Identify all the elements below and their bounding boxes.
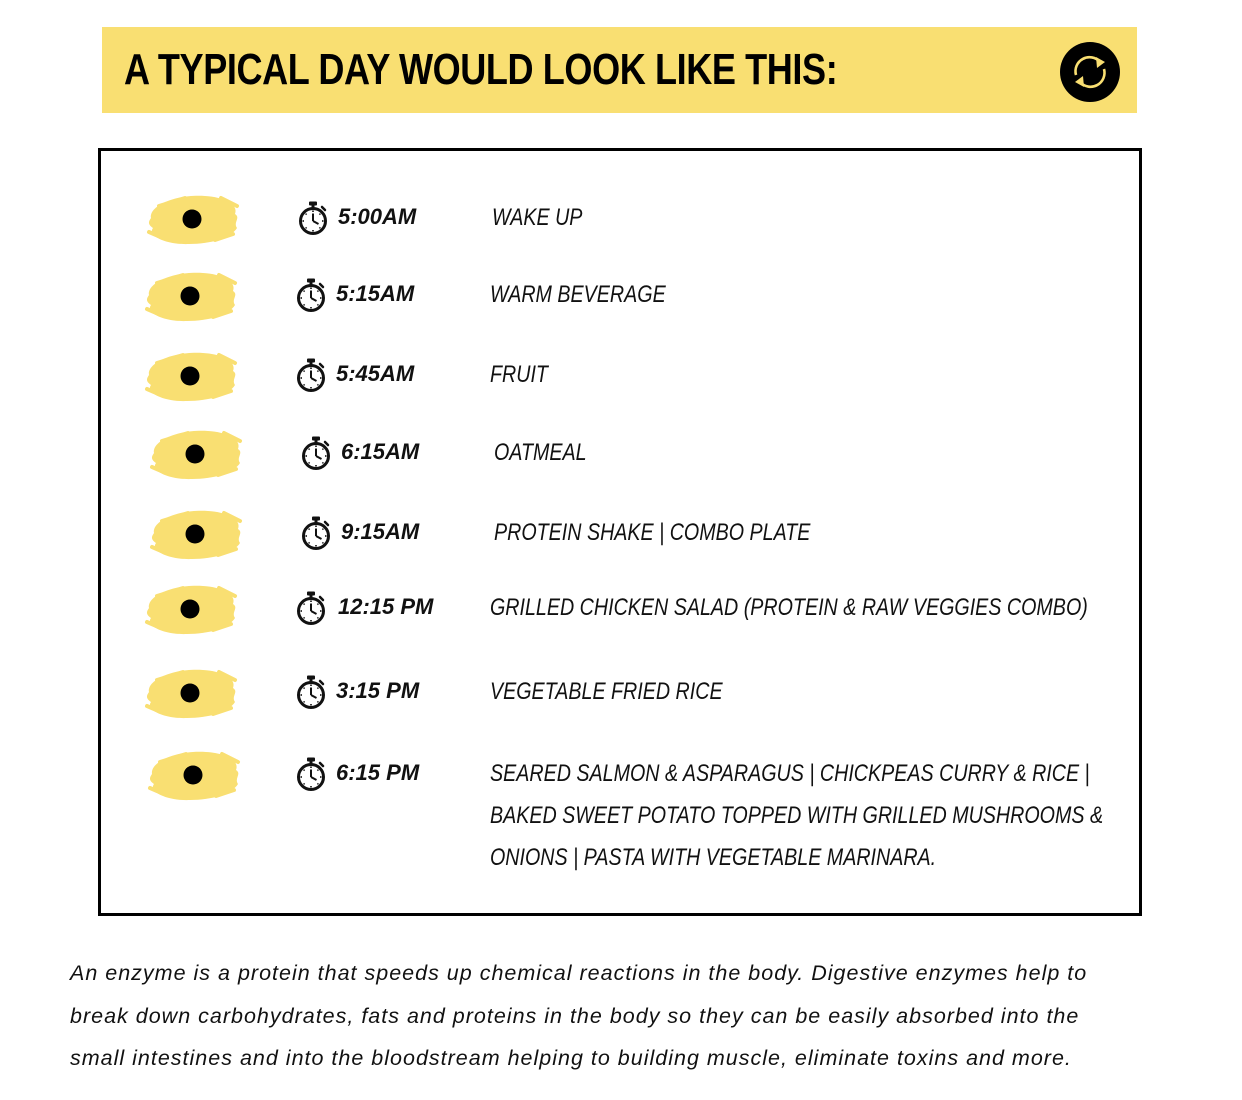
stopwatch-icon — [301, 516, 331, 550]
schedule-activity — [494, 512, 810, 554]
schedule-activity-line: SEARED SALMON & ASPARAGUS | CHICKPEAS CURRY & RICE | — [490, 760, 1090, 787]
schedule-activity-line: PROTEIN SHAKE | COMBO PLATE — [494, 519, 811, 546]
enzyme-note — [70, 952, 1180, 1080]
stopwatch-icon — [296, 757, 326, 791]
yellow-brush-dot-icon — [148, 423, 244, 485]
yellow-brush-dot-icon — [146, 744, 242, 806]
refresh-icon — [1060, 42, 1120, 102]
yellow-brush-dot-icon — [143, 345, 239, 407]
yellow-brush-dot-icon — [145, 188, 241, 250]
schedule-activity-line: WARM BEVERAGE — [490, 281, 666, 308]
schedule-activity-line: FRUIT — [490, 361, 548, 388]
schedule-activity-line: OATMEAL — [494, 439, 587, 466]
schedule-activity-line: ONIONS | PASTA WITH VEGETABLE MARINARA. — [490, 844, 937, 871]
schedule-activity-line: GRILLED CHICKEN SALAD (PROTEIN & RAW VEGGIES COMBO) — [490, 594, 1088, 621]
enzyme-note-line: small intestines and into the bloodstream helping to building muscle, eliminate toxins and more. — [70, 1046, 1072, 1070]
stopwatch-icon — [296, 278, 326, 312]
stopwatch-icon — [301, 436, 331, 470]
schedule-activity-line: VEGETABLE FRIED RICE — [490, 678, 723, 705]
schedule-activity — [490, 354, 548, 396]
schedule-activity — [494, 432, 587, 474]
stopwatch-icon — [296, 591, 326, 625]
page-title: A TYPICAL DAY WOULD LOOK LIKE THIS: — [124, 45, 838, 94]
schedule-time: 5:00AM — [338, 204, 417, 229]
schedule-activity — [490, 274, 666, 316]
enzyme-note-line: An enzyme is a protein that speeds up chemical reactions in the body. Digestive enzymes help to — [70, 961, 1088, 985]
schedule-activity — [490, 753, 1103, 879]
schedule-time: 6:15AM — [341, 439, 420, 464]
header-banner — [102, 27, 1137, 113]
schedule-activity — [490, 587, 1088, 629]
schedule-time: 3:15 PM — [336, 678, 420, 703]
yellow-brush-dot-icon — [148, 503, 244, 565]
schedule-time: 9:15AM — [341, 519, 420, 544]
schedule-time: 5:15AM — [336, 281, 415, 306]
yellow-brush-dot-icon — [143, 662, 239, 724]
schedule-activity-line: WAKE UP — [492, 204, 583, 231]
schedule-activity — [492, 197, 582, 239]
schedule-activity — [490, 671, 723, 713]
schedule-time: 12:15 PM — [338, 594, 434, 619]
stopwatch-icon — [296, 675, 326, 709]
schedule-time: 5:45AM — [336, 361, 415, 386]
yellow-brush-dot-icon — [143, 265, 239, 327]
schedule-activity-line: BAKED SWEET POTATO TOPPED WITH GRILLED MUSHROOMS & — [490, 802, 1104, 829]
yellow-brush-dot-icon — [143, 578, 239, 640]
stopwatch-icon — [296, 358, 326, 392]
stopwatch-icon — [298, 201, 328, 235]
enzyme-note-line: break down carbohydrates, fats and proteins in the body so they can be easily absorbed into the — [70, 1003, 1080, 1028]
schedule-time: 6:15 PM — [336, 760, 420, 785]
